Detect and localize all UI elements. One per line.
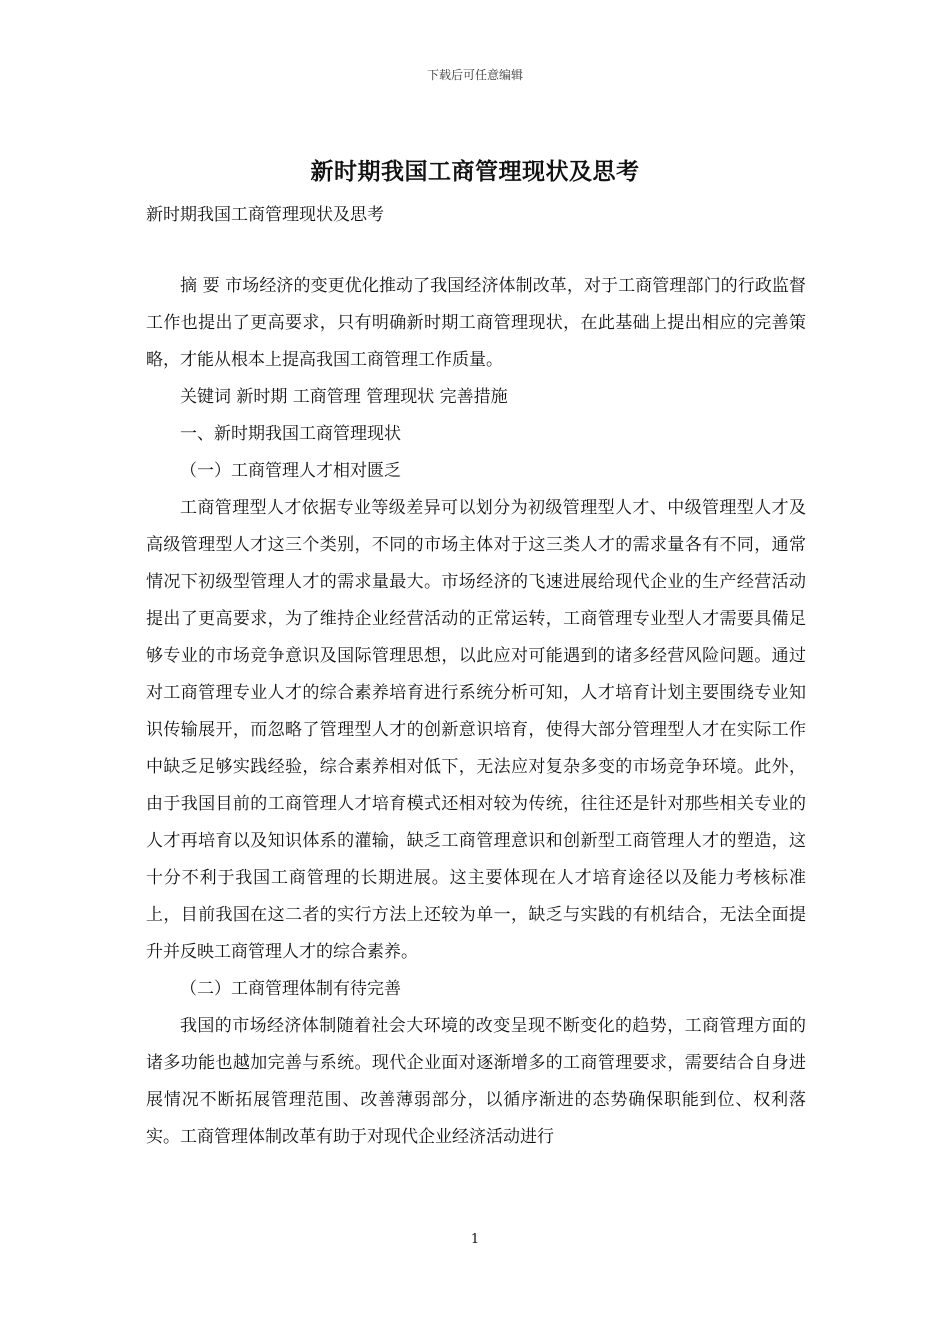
header-note: 下载后可任意编辑 xyxy=(426,68,523,82)
subsection-heading-1: （一）工商管理人才相对匮乏 xyxy=(180,461,401,481)
keywords-paragraph: 关键词 新时期 工商管理 管理现状 完善措施 xyxy=(180,387,508,407)
section-heading-1: 一、新时期我国工商管理现状 xyxy=(180,424,401,444)
abstract-paragraph: 摘 要 市场经济的变更优化推动了我国经济体制改革，对于工商管理部门的行政监督工作也提出了更高要求，只有明确新时期工商管理现状，在此基础上提出相应的完善策略，才能从根本上提高我国工商管理工作质量。 xyxy=(146,276,806,370)
document-body xyxy=(146,268,806,1156)
body-paragraph-2: 我国的市场经济体制随着社会大环境的改变呈现不断变化的趋势，工商管理方面的诸多功能也越加完善与系统。现代企业面对逐渐增多的工商管理要求，需要结合自身进展情况不断拓展管理范围、改善薄弱部分，以循序渐进的态势确保职能到位、权利落实。工商管理体制改革有助于对现代企业经济活动进行 xyxy=(146,1016,806,1147)
page-number: 1 xyxy=(470,1232,480,1247)
document-title: 新时期我国工商管理现状及思考 xyxy=(310,158,640,185)
document-subtitle: 新时期我国工商管理现状及思考 xyxy=(146,205,384,225)
subsection-heading-2: （二）工商管理体制有待完善 xyxy=(180,979,401,999)
body-paragraph-1: 工商管理型人才依据专业等级差异可以划分为初级管理型人才、中级管理型人才及高级管理型人才这三个类别，不同的市场主体对于这三类人才的需求量各有不同，通常情况下初级型管理人才的需求量最大。市场经济的飞速进展给现代企业的生产经营活动提出了更高要求，为了维持企业经营活动的正常运转，工商管理专业型人才需要具備足够专业的市场竞争意识及国际管理思想，以此应对可能遇到的诸多经营风险问题。通过对工商管理专业人才的综合素养培育进行系统分析可知，人才培育计划主要围绕专业知识传输展开，而忽略了管理型人才的创新意识培育，使得大部分管理型人才在实际工作中缺乏足够实践经验，综合素养相对低下，无法应对复杂多变的市场竞争环境。此外，由于我国目前的工商管理人才培育模式还相对较为传统，往往还是针对那些相关专业的人才再培育以及知识体系的灌输，缺乏工商管理意识和创新型工商管理人才的塑造，这十分不利于我国工商管理的长期进展。这主要体现在人才培育途径以及能力考核标准上，目前我国在这二者的实行方法上还较为单一，缺乏与实践的有机结合，无法全面提升并反映工商管理人才的综合素养。 xyxy=(146,498,806,962)
